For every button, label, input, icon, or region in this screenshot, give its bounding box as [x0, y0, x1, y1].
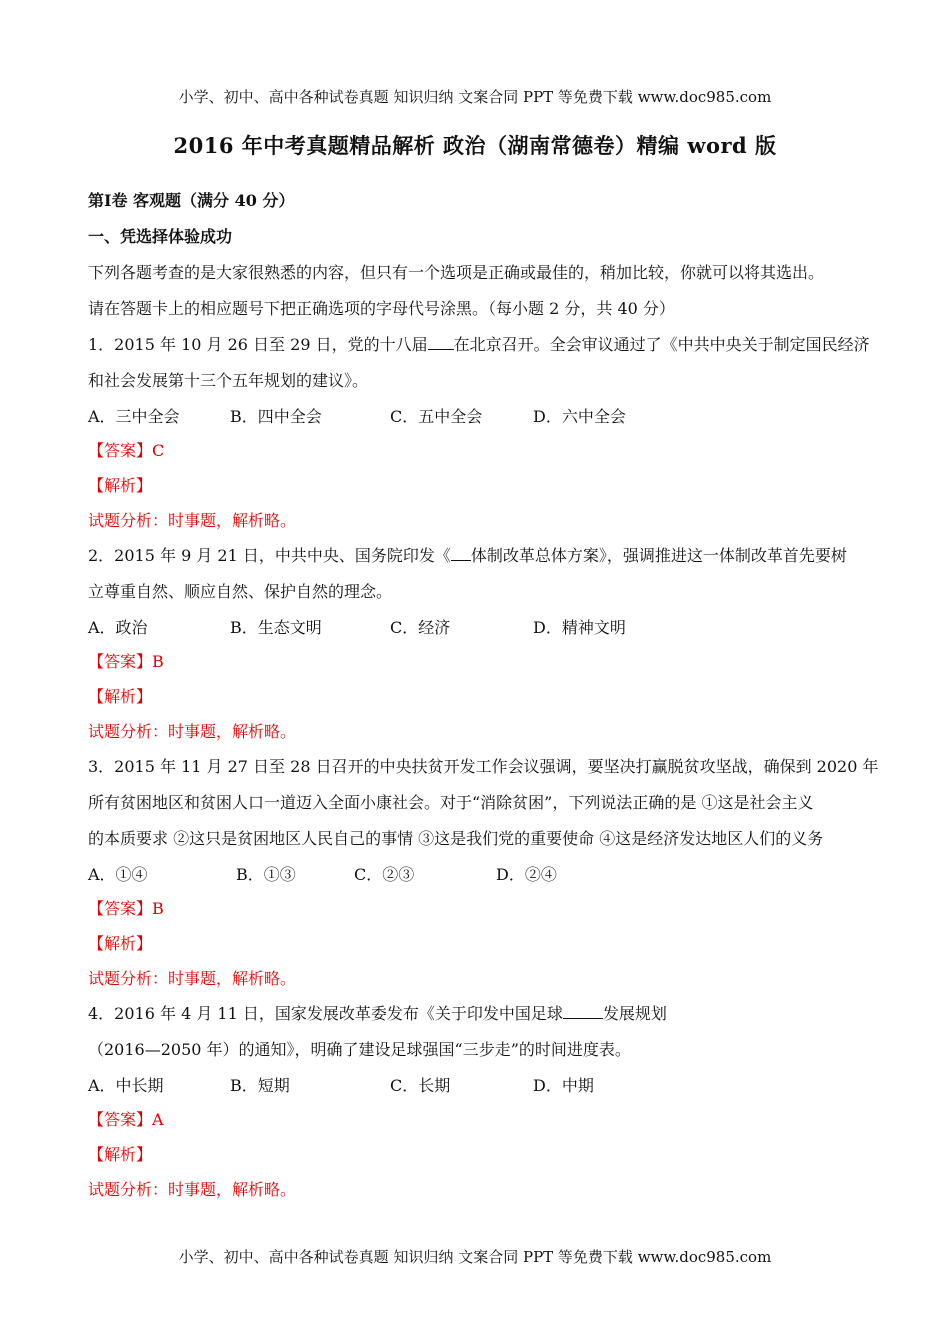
- option-c: C．长期: [390, 1076, 451, 1095]
- question-stem-line: 立尊重自然、顺应自然、保护自然的理念。: [88, 582, 393, 601]
- stem-text: 发展规划: [602, 1004, 667, 1023]
- option-c: C．②③: [354, 865, 415, 884]
- answer-blank: [563, 1004, 603, 1019]
- analysis-label: 【解析】: [88, 1145, 153, 1164]
- answer-label: 【答案】B: [88, 899, 164, 918]
- analysis-label: 【解析】: [88, 476, 153, 495]
- section-heading-choice: 一、凭选择体验成功: [88, 227, 233, 246]
- option-b: B．生态文明: [230, 618, 322, 637]
- question-4: [88, 1003, 868, 1214]
- stem-text: 在北京召开。全会审议通过了《中共中央关于制定国民经济: [453, 335, 870, 354]
- options-row: [88, 1075, 868, 1109]
- stem-text: 体制改革总体方案》，强调推进这一体制改革首先要树: [470, 546, 847, 565]
- option-a: A．政治: [88, 618, 148, 637]
- option-a: A．①④: [88, 865, 148, 884]
- document-title: 2016 年中考真题精品解析 政治（湖南常德卷）精编 word 版: [173, 133, 777, 158]
- option-c: C．经济: [390, 618, 451, 637]
- option-b: B．①③: [236, 865, 296, 884]
- option-d: D．精神文明: [533, 618, 626, 637]
- question-stem-line: 所有贫困地区和贫困人口一道迈入全面小康社会。对于“消除贫困”，下列说法正确的是 ①这是社会主义: [88, 793, 814, 812]
- option-d: D．六中全会: [533, 407, 626, 426]
- question-stem-line: [88, 1003, 868, 1039]
- stem-text: 1．2015 年 10 月 26 日至 29 日，党的十八届: [88, 335, 428, 354]
- option-b: B．短期: [230, 1076, 290, 1095]
- page-header: 小学、初中、高中各种试卷真题 知识归纳 文案合同 PPT 等免费下载 www.doc985.com: [178, 88, 772, 106]
- answer-blank: [428, 335, 454, 350]
- analysis-label: 【解析】: [88, 687, 153, 706]
- analysis-text: 试题分析：时事题，解析略。: [88, 969, 297, 988]
- question-stem-line: [88, 334, 868, 370]
- question-stem-line: 和社会发展第十三个五年规划的建议》。: [88, 371, 369, 390]
- analysis-text: 试题分析：时事题，解析略。: [88, 1180, 297, 1199]
- document-body: [88, 190, 879, 1214]
- question-stem-line: [88, 545, 868, 581]
- section-heading-objective: 第Ⅰ卷 客观题（满分 40 分）: [88, 191, 295, 210]
- intro-line-2: 请在答题卡上的相应题号下把正确选项的字母代号涂黑。（每小题 2 分，共 40 分）: [88, 299, 675, 318]
- options-row: [88, 406, 868, 440]
- option-d: D．中期: [533, 1076, 594, 1095]
- question-stem-line: 3．2015 年 11 月 27 日至 28 日召开的中央扶贫开发工作会议强调，要坚决打赢脱贫攻坚战，确保到 2020 年: [88, 757, 879, 776]
- options-row: [88, 617, 868, 651]
- question-stem-line: 的本质要求 ②这只是贫困地区人民自己的事情 ③这是我们党的重要使命 ④这是经济发达地区人们的义务: [88, 829, 824, 848]
- analysis-label: 【解析】: [88, 934, 153, 953]
- answer-label: 【答案】A: [88, 1110, 164, 1129]
- option-a: A．三中全会: [88, 407, 180, 426]
- page-footer: 小学、初中、高中各种试卷真题 知识归纳 文案合同 PPT 等免费下载 www.doc985.com: [178, 1248, 772, 1266]
- option-a: A．中长期: [88, 1076, 164, 1095]
- intro-line-1: 下列各题考查的是大家很熟悉的内容，但只有一个选项是正确或最佳的，稍加比较，你就可以将其选出。: [88, 263, 825, 282]
- analysis-text: 试题分析：时事题，解析略。: [88, 722, 297, 741]
- option-c: C．五中全会: [390, 407, 483, 426]
- analysis-text: 试题分析：时事题，解析略。: [88, 511, 297, 530]
- question-2: [88, 545, 868, 756]
- option-d: D．②④: [496, 865, 557, 884]
- question-1: [88, 334, 868, 545]
- answer-blank: [451, 546, 471, 561]
- options-row: [88, 864, 868, 898]
- question-stem-line: （2016—2050 年）的通知》，明确了建设足球强国“三步走”的时间进度表。: [88, 1040, 631, 1059]
- question-3: [88, 756, 879, 1003]
- answer-label: 【答案】B: [88, 652, 164, 671]
- stem-text: 4．2016 年 4 月 11 日，国家发展改革委发布《关于印发中国足球: [88, 1004, 563, 1023]
- option-b: B．四中全会: [230, 407, 322, 426]
- answer-label: 【答案】C: [88, 441, 165, 460]
- stem-text: 2．2015 年 9 月 21 日，中共中央、国务院印发《: [88, 546, 451, 565]
